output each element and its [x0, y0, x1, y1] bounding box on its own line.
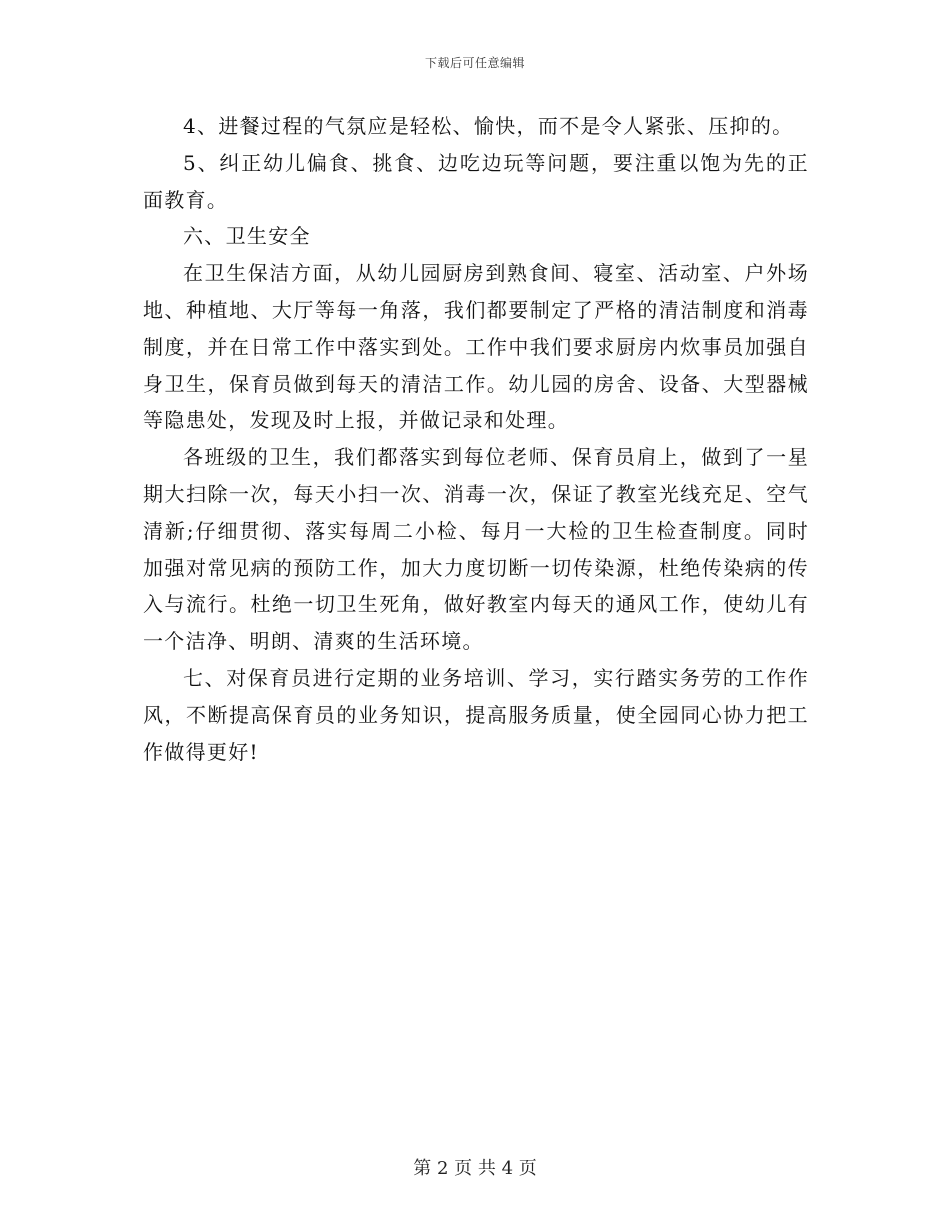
paragraph-item-4: 4、进餐过程的气氛应是轻松、愉快，而不是令人紧张、压抑的。: [183, 114, 794, 138]
paragraph-cleaning: 在卫生保洁方面，从幼儿园厨房到熟食间、寝室、活动室、户外场地、种植地、大厅等每一角落，我们都要制定了严格的清洁制度和消毒制度，并在日常工作中落实到处。工作中我们要求厨房内炊事员加强自身卫生，保育员做到每天的清洁工作。幼儿园的房舍、设备、大型器械等隐患处，发现及时上报，并做记录和处理。: [143, 261, 809, 433]
paragraph-item-5: 5、纠正幼儿偏食、挑食、边吃边玩等问题，要注重以饱为先的正面教育。: [143, 150, 809, 212]
section-heading-hygiene-safety: 六、卫生安全: [183, 224, 311, 249]
paragraph-training: 七、对保育员进行定期的业务培训、学习，实行踏实务劳的工作作风，不断提高保育员的业务知识，提高服务质量，使全园同心协力把工作做得更好!: [143, 665, 809, 764]
document-body: [143, 108, 809, 770]
paragraph-class-hygiene: 各班级的卫生，我们都落实到每位老师、保育员肩上，做到了一星期大扫除一次，每天小扫一次、消毒一次，保证了教室光线充足、空气清新;仔细贯彻、落实每周二小检、每月一大检的卫生检查制度。同时加强对常见病的预防工作，加大力度切断一切传染源，杜绝传染病的传入与流行。杜绝一切卫生死角，做好教室内每天的通风工作，使幼儿有一个洁净、明朗、清爽的生活环境。: [143, 445, 809, 654]
header-note: 下载后可任意编辑: [424, 56, 525, 70]
page-number-footer: 第 2 页 共 4 页: [413, 1158, 537, 1179]
